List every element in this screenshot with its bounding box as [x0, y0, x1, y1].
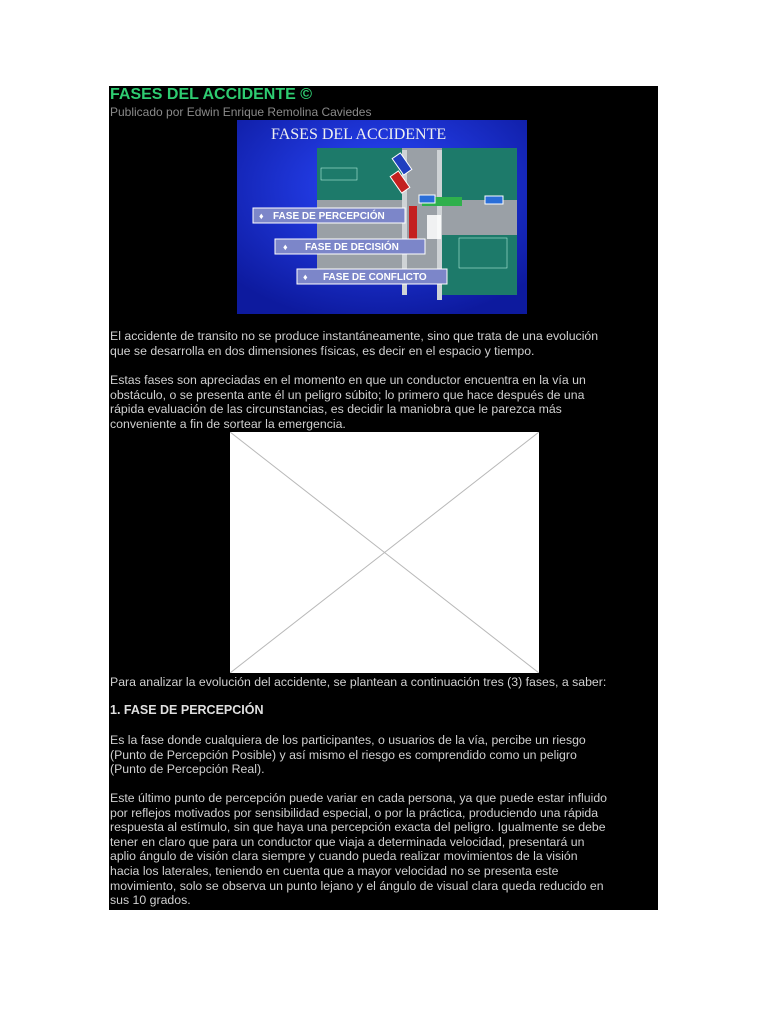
- slide-title: FASES DEL ACCIDENTE: [271, 126, 447, 143]
- text-line: obstáculo, o se presenta ante él un peligro súbito; lo primero que hace después de una: [110, 387, 585, 402]
- text-line: rápida evaluación de las circunstancias, es decidir la maniobra que le parezca más: [110, 402, 562, 417]
- paragraph-intro: [110, 329, 658, 358]
- slide-phase-decision: FASE DE DECISIÓN: [305, 242, 399, 253]
- article-panel: [109, 86, 658, 910]
- text-line: por reflejos motivados por sensibilidad especial, o por la práctica, produciendo una rápida: [110, 805, 599, 820]
- text-line: Es la fase donde cualquiera de los participantes, o usuarios de la vía, percibe un riesgo: [110, 733, 586, 747]
- paragraph-phases: [110, 373, 658, 431]
- text-line: tener en claro que para un conductor que viaja a determinada velocidad, presentará un: [110, 834, 585, 849]
- text-line: aplio ángulo de visión clara siempre y cuando pueda realizar movimientos de la visión: [110, 849, 578, 864]
- slide-image: [237, 120, 527, 314]
- text-line: Para analizar la evolución del accidente, se plantean a continuación tres (3) fases, a saber:: [110, 675, 607, 689]
- text-line: Este último punto de percepción puede variar en cada persona, ya que puede estar influido: [110, 791, 607, 805]
- text-line: que se desarrolla en dos dimensiones físicas, es decir en el espacio y tiempo.: [110, 343, 535, 358]
- slide-phase-label: ♦: [259, 211, 264, 221]
- article-title: FASES DEL ACCIDENTE ©: [110, 86, 313, 103]
- broken-image-placeholder: [230, 432, 539, 673]
- slide-phase-perception: FASE DE PERCEPCIÓN: [273, 211, 385, 222]
- text-line: (Punto de Percepción Posible) y así mismo el riesgo es comprendido como un peligro: [110, 747, 577, 762]
- text-line: movimiento, solo se observa un punto lejano y el ángulo de visual clara queda reducido en: [110, 878, 604, 893]
- text-line: respuesta al estímulo, sin que haya una percepción exacta del peligro. Igualmente se debe: [110, 820, 606, 835]
- article-byline: Publicado por Edwin Enrique Remolina Caviedes: [110, 105, 372, 119]
- text-line: hacia los laterales, teniendo en cuenta que a mayor velocidad no se presenta este: [110, 863, 559, 878]
- paragraph-definition: [110, 733, 658, 777]
- placeholder-cross: [230, 432, 539, 673]
- text-line: conveniente a fin de sortear la emergencia.: [110, 416, 346, 431]
- text-line: Estas fases son apreciadas en el momento en que un conductor encuentra en la vía un: [110, 373, 586, 387]
- section-heading: 1. FASE DE PERCEPCIÓN: [110, 703, 264, 717]
- slide-phase-label: ♦: [303, 272, 308, 282]
- slide-phase-label: ♦: [283, 242, 288, 252]
- text-line: sus 10 grados.: [110, 893, 191, 908]
- text-line: El accidente de transito no se produce instantáneamente, sino que trata de una evolución: [110, 329, 599, 343]
- paragraph-analysis: [110, 675, 658, 690]
- text-line: (Punto de Percepción Real).: [110, 762, 265, 777]
- slide-illustration: [237, 120, 527, 314]
- paragraph-detail: [110, 791, 658, 908]
- slide-phase-conflict: FASE DE CONFLICTO: [323, 272, 427, 283]
